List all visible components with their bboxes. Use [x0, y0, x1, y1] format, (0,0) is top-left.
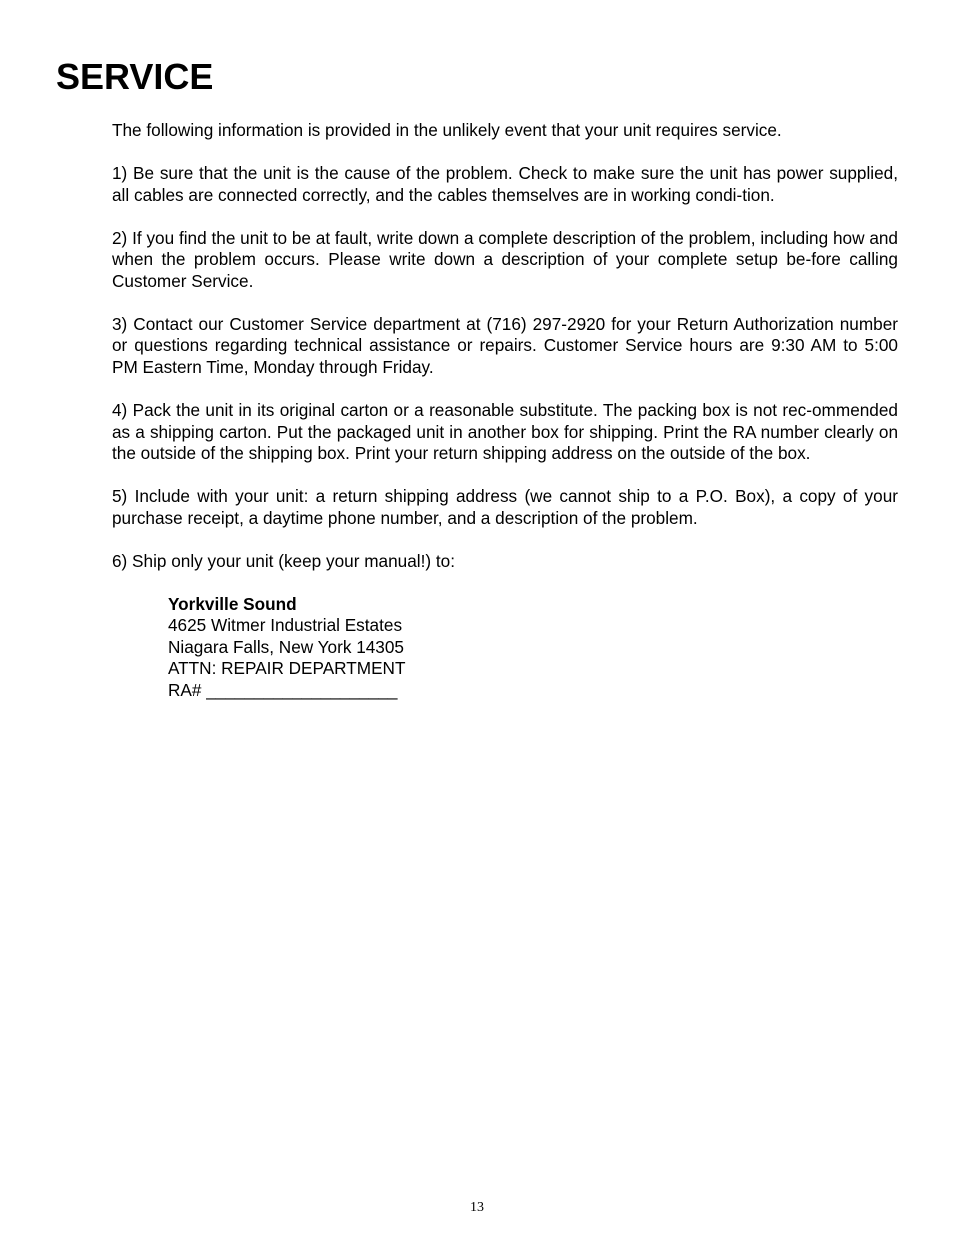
step-6: 6) Ship only your unit (keep your manual!) to:: [112, 550, 455, 571]
page-title: SERVICE: [56, 56, 214, 97]
page-number: 13: [470, 1200, 484, 1215]
step-2: 2) If you find the unit to be at fault, write down a complete description of the problem, including how and when the problem occurs. Please write down a description of your complete setup be-fore calling Customer Service.: [112, 227, 898, 291]
step-5: 5) Include with your unit: a return shipping address (we cannot ship to a P.O. Box), a copy of your purchase receipt, a daytime phone number, and a description of the problem.: [112, 486, 898, 528]
service-content: [112, 120, 898, 702]
address-street: 4625 Witmer Industrial Estates: [168, 615, 403, 636]
address-company: Yorkville Sound: [168, 593, 297, 614]
address-city: Niagara Falls, New York 14305: [168, 636, 404, 657]
address-attn: ATTN: REPAIR DEPARTMENT: [168, 658, 406, 679]
intro-paragraph: The following information is provided in the unlikely event that your unit requires service.: [112, 120, 782, 140]
step-3: 3) Contact our Customer Service department at (716) 297-2920 for your Return Authorization number or questions regarding technical assistance or repairs. Customer Service hours are 9:30 AM to 5:00 PM Eastern Time, Monday through Friday.: [112, 313, 898, 377]
address-ra-number: RA# ____________________: [168, 680, 398, 701]
step-1: 1) Be sure that the unit is the cause of the problem. Check to make sure the unit has power supplied, all cables are connected correctly, and the cables themselves are in working condi-tion.: [112, 162, 898, 205]
step-4: 4) Pack the unit in its original carton or a reasonable substitute. The packing box is not rec-ommended as a shipping carton. Put the packaged unit in another box for shipping. Print the RA number clearly on the outside of the shipping box. Print your return shipping address on the outside of the box.: [112, 399, 898, 464]
shipping-address: [168, 594, 898, 702]
